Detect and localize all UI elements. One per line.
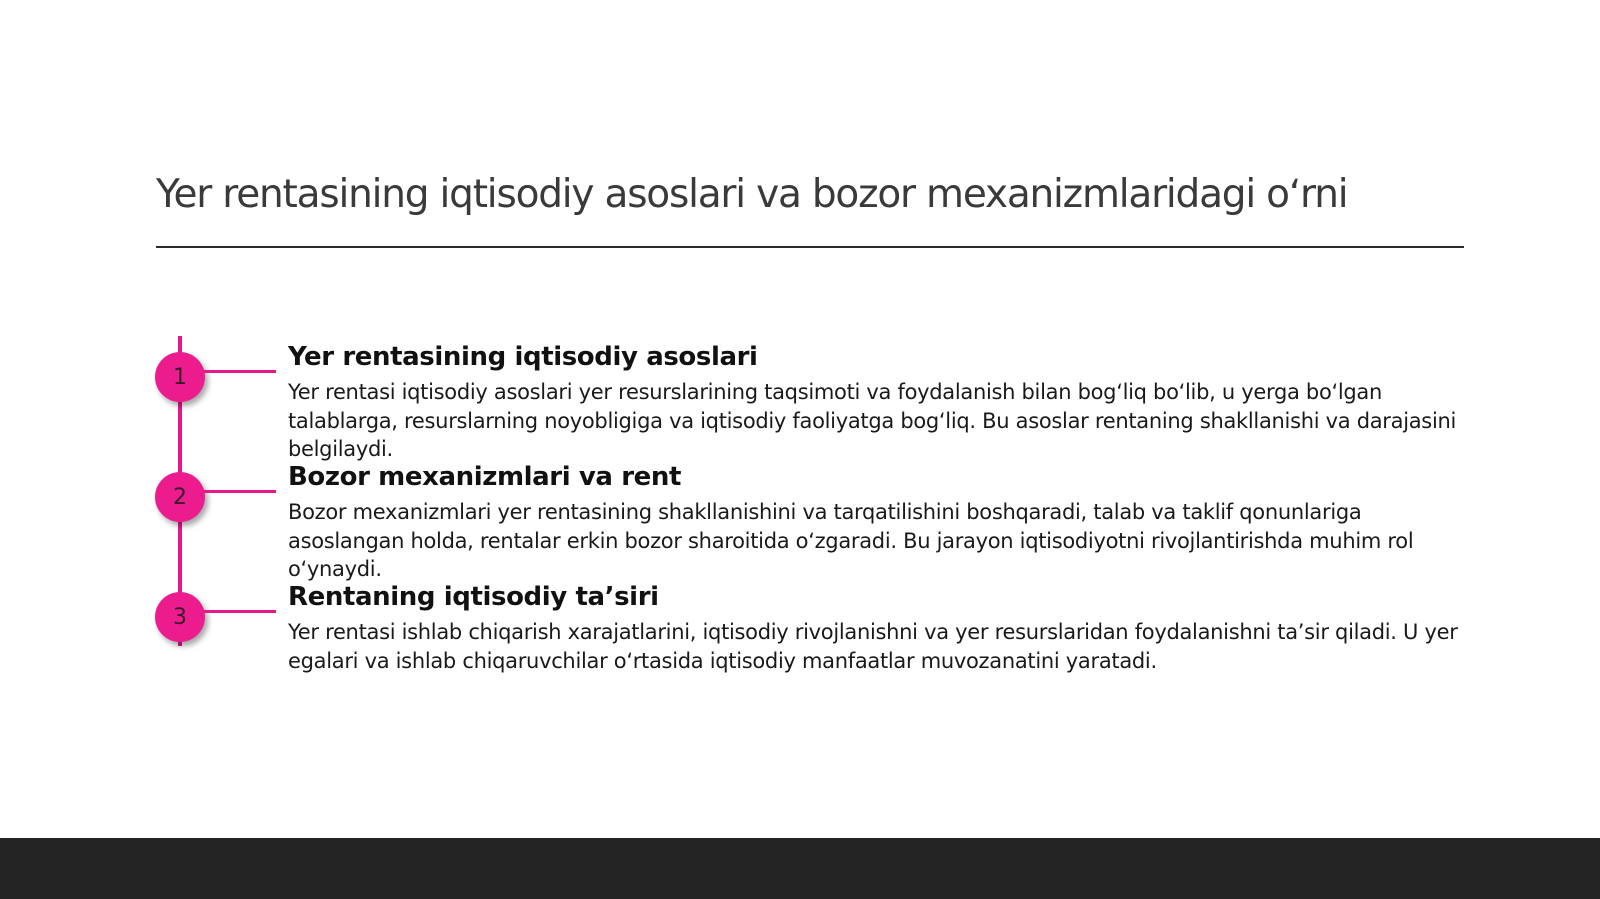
item-body-2: Bozor mexanizmlari yer rentasining shakllanishini va tarqatilishini boshqaradi, talab va taklif qonunlariga asoslangan holda, rentalar erkin bozor sharoitida o‘zgaradi. Bu jarayon iqtisodiyotni rivojlantirishda muhim rol o‘ynaydi. xyxy=(288,500,1414,581)
timeline-marker-3: 3 xyxy=(155,592,205,642)
item-body-3: Yer rentasi ishlab chiqarish xarajatlarini, iqtisodiy rivojlanishni va yer resurslaridan foydalanishni ta’sir qiladi. U yer egalari va ishlab chiqaruvchilar o‘rtasida iqtisodiy manfaatlar muvozanatini yaratadi. xyxy=(288,620,1458,673)
item-heading-1: Yer rentasining iqtisodiy asoslari xyxy=(288,342,758,372)
title-divider xyxy=(156,246,1464,248)
timeline-connector-3 xyxy=(204,610,276,613)
item-heading-2: Bozor mexanizmlari va rent xyxy=(288,462,682,492)
timeline-connector-1 xyxy=(204,370,276,373)
timeline-marker-1: 1 xyxy=(155,352,205,402)
item-heading-3: Rentaning iqtisodiy ta’siri xyxy=(288,582,659,612)
timeline-marker-2: 2 xyxy=(155,472,205,522)
slide-title: Yer rentasining iqtisodiy asoslari va bozor mexanizmlaridagi o‘rni xyxy=(156,172,1348,217)
timeline-connector-2 xyxy=(204,490,276,493)
footer-bar xyxy=(0,838,1600,899)
item-body-1: Yer rentasi iqtisodiy asoslari yer resurslarining taqsimoti va foydalanish bilan bog‘liq bo‘lib, u yerga bo‘lgan talablarga, resurslarning noyobligiga va iqtisodiy faoliyatga bog‘liq. Bu asoslar rentaning shakllanishi va darajasini belgilaydi. xyxy=(288,380,1457,461)
